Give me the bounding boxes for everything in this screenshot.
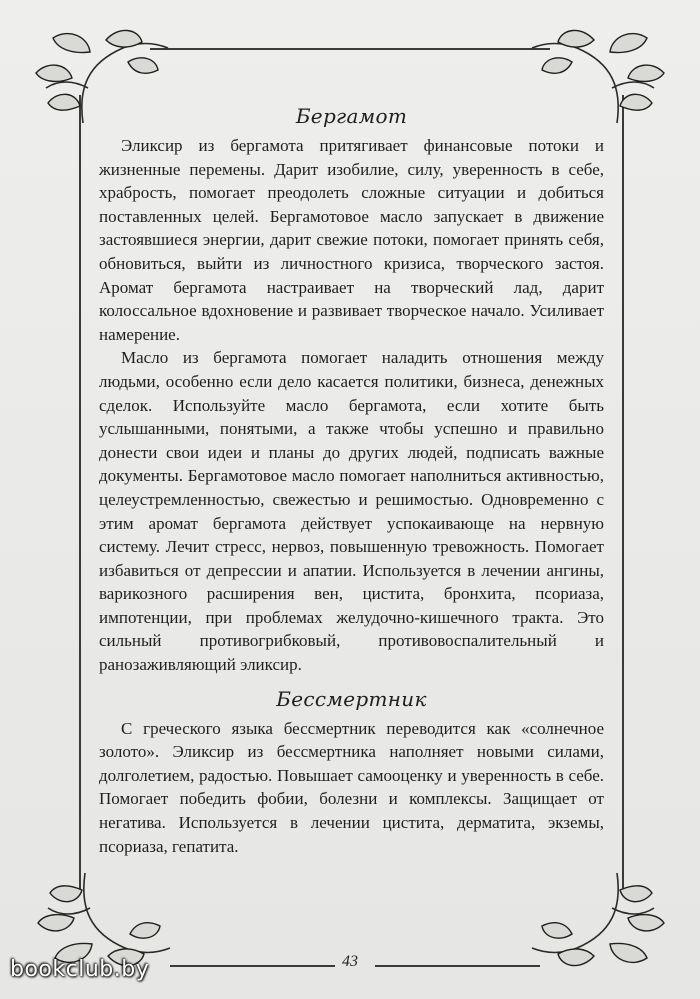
section-heading-immortelle: Бессмертник xyxy=(276,686,427,711)
section-heading-bergamot: Бергамот xyxy=(295,104,408,128)
frame-right-line xyxy=(622,95,624,890)
paragraph: С греческого языка бессмертник переводится как «солнечное золото». Эликсир из бессмертника наполняет новыми силами, долголетием, радостью. Повышает самооценку и уверенность в себе. Помогает победить фобии, болезни и комплексы. Защищает от негатива. Используется в лечении цистита, дерматита, экземы, псориаза, гепатита. xyxy=(99,718,604,856)
watermark-logo: bookclub.by xyxy=(10,957,150,982)
frame-left-line xyxy=(79,95,81,890)
page-content xyxy=(99,98,604,858)
page-number: 43 xyxy=(342,953,358,970)
paragraph: Эликсир из бергамота притягивает финансовые потоки и жизненные перемены. Дарит изобилие, силу, уверенность в себе, храбрость, помогает преодолеть сложные ситуации и добиться поставленных целей. Бергамотовое масло запускает в движение застоявшиеся энергии, дарит свежие потоки, помогает принять себя, обновиться, выйти из личностного кризиса, творческого застоя. Аромат бергамота настраивает на творческий лад, дарит колоссальное вдохновение и развивает творческое начало. Усиливает намерение. xyxy=(99,136,604,344)
frame-top-line xyxy=(150,48,550,50)
paragraph: Масло из бергамота помогает наладить отношения между людьми, особенно если дело касается политики, бизнеса, денежных сделок. Используйте масло бергамота, если хотите быть услышанными, понятыми, а также чтобы успешно и правильно донести свои идеи и планы до других людей, подписать важные документы. Бергамотовое масло помогает наполниться активностью, целеустремленностью, свежестью и решимостью. Одновременно с этим аромат бергамота действует успокаивающе на нервную систему. Лечит стресс, нервоз, повышенную тревожность. Помогает избавиться от депрессии и апатии. Используется в лечении ангины, варикозного расширения вен, цистита, бронхита, псориаза, импотенции, при проблемах желудочно-кишечного тракта. Это сильный противогрибковый, противовоспалительный и ранозаживляющий эликсир. xyxy=(99,348,604,675)
